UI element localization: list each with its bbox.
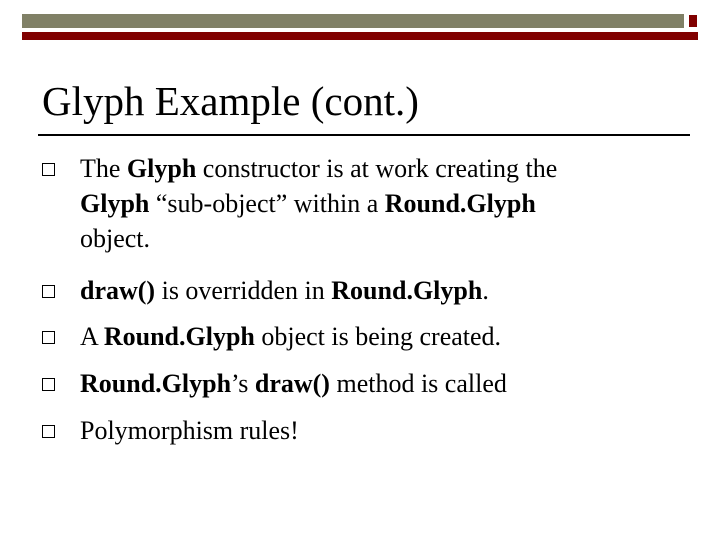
square-bullet-icon (42, 163, 55, 176)
header-maroon-bar (22, 32, 698, 40)
bullet-1-line-1: The Glyph constructor is at work creating the (80, 154, 558, 183)
square-bullet-icon (42, 331, 55, 344)
bullet-2-text: draw() is overridden in Round.Glyph. (80, 276, 489, 305)
square-bullet-icon (42, 425, 55, 438)
bullet-3-text: A Round.Glyph object is being created. (80, 322, 502, 351)
slide-title: Glyph Example (cont.) (42, 78, 419, 124)
bullet-1-line-2: Glyph “sub-object” within a Round.Glyph (80, 189, 536, 218)
bullet-1-line-3: object. (80, 224, 151, 253)
header-corner-square (688, 14, 698, 28)
header-decoration (22, 14, 698, 40)
bullet-5-text: Polymorphism rules! (80, 416, 299, 445)
header-olive-bar (22, 14, 684, 28)
title-underline (38, 134, 690, 136)
square-bullet-icon (42, 285, 55, 298)
bullet-4-text: Round.Glyph’s draw() method is called (80, 369, 507, 398)
square-bullet-icon (42, 378, 55, 391)
